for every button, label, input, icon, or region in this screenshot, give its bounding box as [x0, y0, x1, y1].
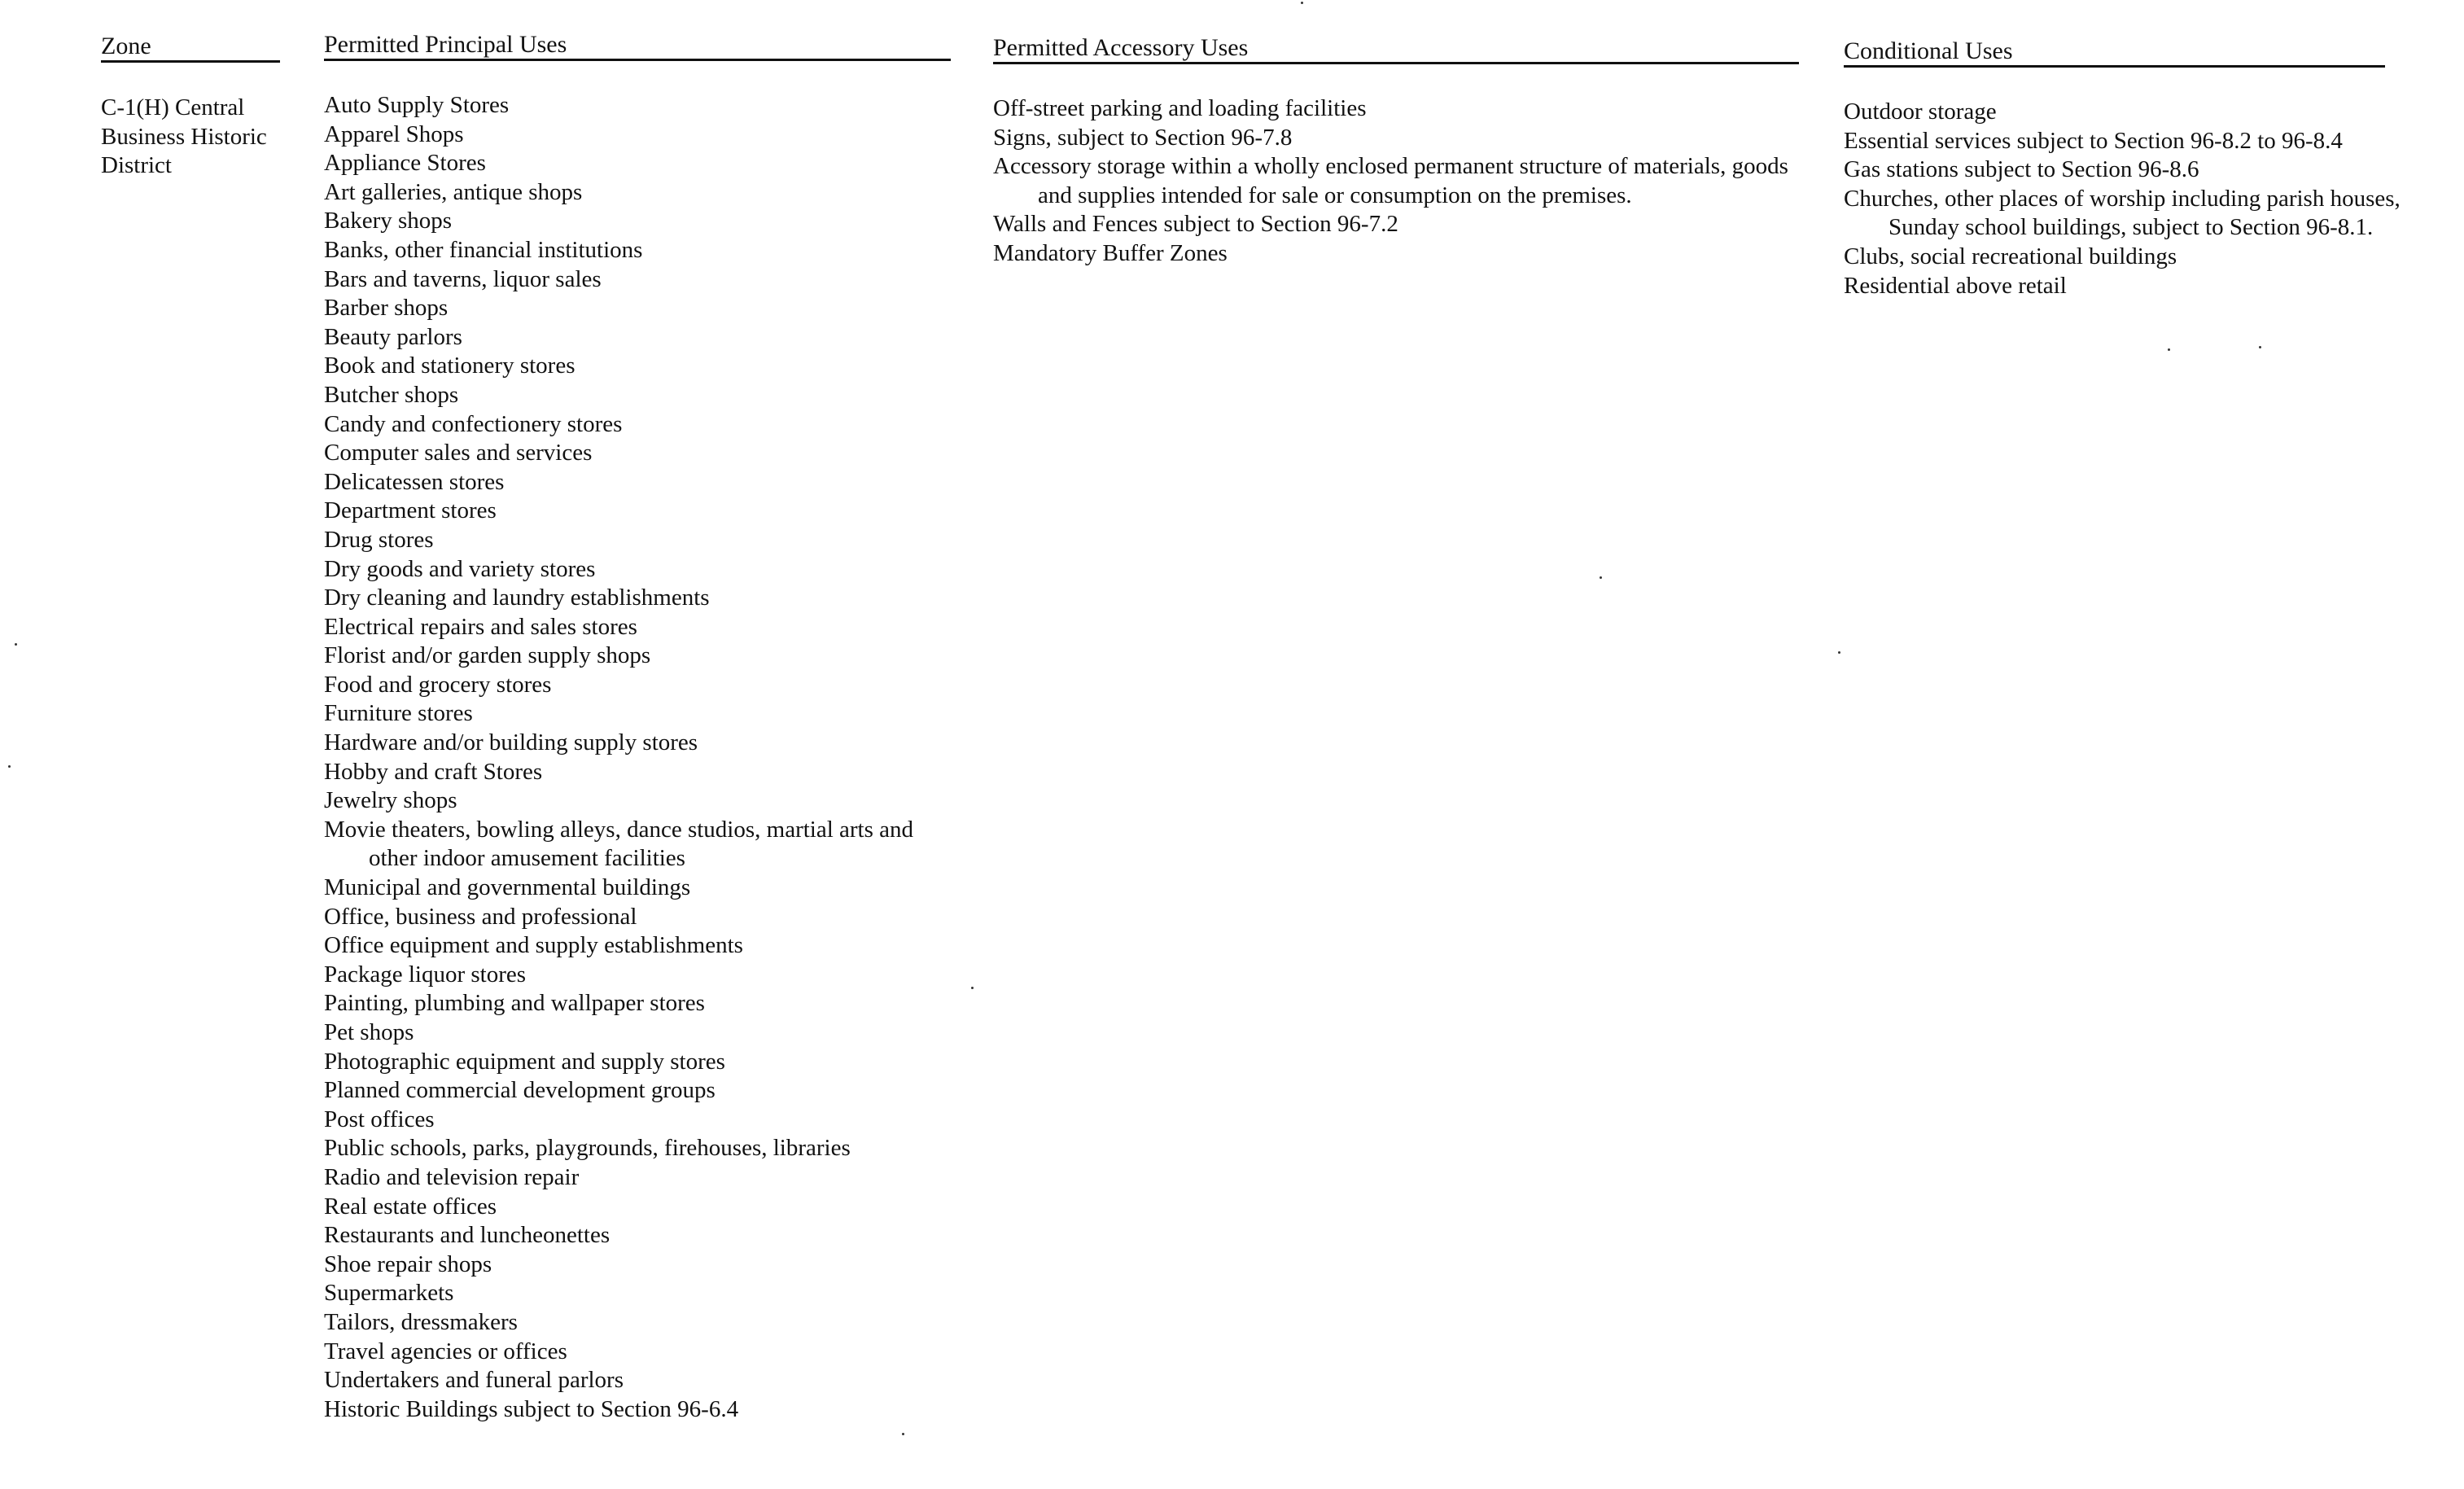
conditional-use-item: Gas stations subject to Section 96-8.6 — [1844, 156, 2199, 183]
principal-use-item: Post offices — [324, 1106, 435, 1132]
accessory-use-item: Off-street parking and loading facilities — [993, 95, 1367, 121]
principal-use-item: Historic Buildings subject to Section 96-6.4 — [324, 1395, 739, 1422]
conditional-uses-list — [1844, 98, 2405, 300]
principal-use-item: Computer sales and services — [324, 440, 593, 466]
principal-use-item: Candy and confectionery stores — [324, 410, 623, 437]
principal-use-item: Real estate offices — [324, 1193, 497, 1220]
conditional-uses-header: Conditional Uses — [1844, 37, 2385, 68]
scan-speck — [1600, 576, 1602, 579]
scan-speck — [1301, 2, 1303, 4]
principal-use-item: Shoe repair shops — [324, 1250, 492, 1277]
principal-use-item: Dry cleaning and laundry establishments — [324, 585, 710, 611]
principal-use-item: Municipal and governmental buildings — [324, 874, 691, 901]
principal-use-item: Butcher shops — [324, 381, 459, 408]
principal-use-item: Jewelry shops — [324, 787, 457, 814]
accessory-uses-header: Permitted Accessory Uses — [993, 34, 1799, 64]
principal-uses-column — [324, 31, 959, 1424]
conditional-use-item: Residential above retail — [1844, 272, 2067, 299]
accessory-uses-column — [993, 34, 1807, 269]
principal-use-item: Apparel Shops — [324, 120, 464, 147]
scan-speck — [1838, 651, 1840, 654]
principal-use-item: Office, business and professional — [324, 903, 637, 930]
principal-use-item: Department stores — [324, 497, 497, 524]
principal-use-item: Package liquor stores — [324, 961, 527, 988]
principal-use-item: Dry goods and variety stores — [324, 555, 596, 582]
accessory-use-item: Accessory storage within a wholly enclosed permanent structure of materials, goods and supplies intended for sale or consumption on the premises. — [993, 153, 1788, 208]
scan-speck — [2259, 346, 2261, 348]
principal-use-item: Book and stationery stores — [324, 353, 576, 379]
principal-uses-list — [324, 91, 943, 1424]
accessory-use-item: Mandatory Buffer Zones — [993, 239, 1228, 266]
principal-use-item: Delicatessen stores — [324, 468, 505, 495]
principal-use-item: Drug stores — [324, 526, 434, 553]
principal-use-item: Undertakers and funeral parlors — [324, 1367, 624, 1394]
conditional-use-item: Outdoor storage — [1844, 99, 1997, 125]
accessory-use-item: Signs, subject to Section 96-7.8 — [993, 124, 1293, 151]
principal-use-item: Food and grocery stores — [324, 671, 552, 698]
principal-use-item: Tailors, dressmakers — [324, 1308, 518, 1335]
scan-speck — [971, 987, 974, 989]
principal-use-item: Office equipment and supply establishments — [324, 932, 743, 959]
principal-use-item: Auto Supply Stores — [324, 92, 510, 118]
principal-use-item: Photographic equipment and supply stores — [324, 1048, 725, 1075]
principal-use-item: Painting, plumbing and wallpaper stores — [324, 990, 705, 1017]
conditional-uses-column — [1844, 37, 2414, 300]
principal-use-item: Furniture stores — [324, 700, 473, 727]
principal-use-item: Beauty parlors — [324, 323, 462, 350]
zone-column — [101, 33, 284, 181]
conditional-use-item: Churches, other places of worship including parish houses, Sunday school buildings, subject to Section 96-8.1. — [1844, 185, 2401, 241]
principal-use-item: Hobby and craft Stores — [324, 758, 543, 785]
zone-name: C-1(H) Central Business Historic District — [101, 94, 267, 178]
principal-use-item: Hardware and/or building supply stores — [324, 729, 698, 756]
conditional-use-item: Clubs, social recreational buildings — [1844, 243, 2177, 269]
scan-speck — [902, 1433, 904, 1435]
principal-use-item: Radio and television repair — [324, 1163, 580, 1190]
principal-use-item: Pet shops — [324, 1019, 414, 1045]
scan-speck — [8, 765, 11, 768]
principal-use-item: Florist and/or garden supply shops — [324, 642, 651, 669]
principal-use-item: Electrical repairs and sales stores — [324, 613, 637, 640]
accessory-use-item: Walls and Fences subject to Section 96-7.2 — [993, 211, 1398, 238]
scan-speck — [15, 643, 17, 646]
principal-use-item: Public schools, parks, playgrounds, firehouses, libraries — [324, 1135, 851, 1162]
principal-use-item: Movie theaters, bowling alleys, dance studios, martial arts and other indoor amusement facilities — [324, 816, 914, 872]
principal-uses-header: Permitted Principal Uses — [324, 31, 951, 61]
principal-use-item: Bars and taverns, liquor sales — [324, 265, 602, 292]
scan-speck — [2168, 348, 2170, 351]
principal-use-item: Barber shops — [324, 295, 449, 322]
principal-use-item: Planned commercial development groups — [324, 1077, 716, 1104]
principal-use-item: Art galleries, antique shops — [324, 178, 583, 205]
principal-use-item: Supermarkets — [324, 1280, 454, 1307]
principal-use-item: Bakery shops — [324, 208, 453, 234]
principal-use-item: Appliance Stores — [324, 150, 486, 177]
principal-use-item: Restaurants and luncheonettes — [324, 1222, 611, 1249]
conditional-use-item: Essential services subject to Section 96-8.2 to 96-8.4 — [1844, 127, 2343, 154]
principal-use-item: Travel agencies or offices — [324, 1338, 567, 1364]
zone-header: Zone — [101, 33, 280, 63]
principal-use-item: Banks, other financial institutions — [324, 236, 643, 263]
accessory-uses-list — [993, 94, 1799, 269]
